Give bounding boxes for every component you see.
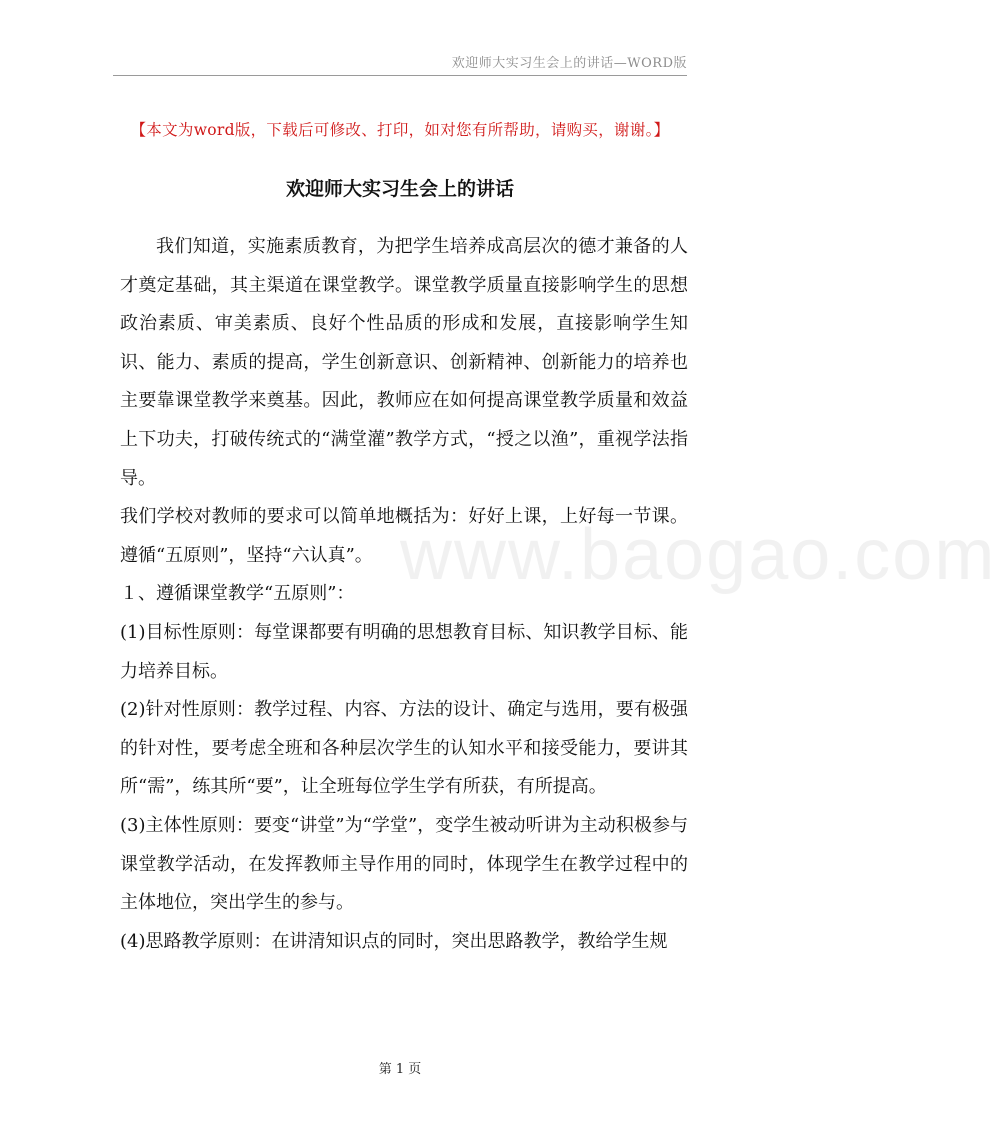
watermark: www.baogao.com [400, 515, 996, 595]
principle-item-2: (2)针对性原则：教学过程、内容、方法的设计、确定与选用，要有极强的针对性，要考虑全班和各种层次学生的认知水平和接受能力，要讲其所“需”，练其所“要”，让全班每位学生学有所获，有所提高。 [120, 699, 688, 798]
section-heading-five-principles: １、遵循课堂教学“五原则”： [120, 583, 355, 605]
body-paragraph-requirements: 我们学校对教师的要求可以简单地概括为：好好上课，上好每一节课。遵循“五原则”，坚持“六认真”。 [120, 506, 688, 566]
principle-item-3: (3)主体性原则：要变“讲堂”为“学堂”，变学生被动听讲为主动积极参与课堂教学活动，在发挥教师主导作用的同时，体现学生在教学过程中的主体地位，突出学生的参与。 [120, 814, 688, 914]
page-number: 第 1 页 [378, 1062, 422, 1077]
download-notice: 【本文为word版，下载后可修改、打印，如对您有所帮助，请购买，谢谢。】 [130, 121, 670, 139]
principle-item-1: (1)目标性原则：每堂课都要有明确的思想教育目标、知识教学目标、能力培养目标。 [120, 621, 688, 682]
principle-item-4: (4)思路教学原则：在讲清知识点的同时，突出思路教学，教给学生规 [120, 930, 668, 952]
running-header: 欢迎师大实习生会上的讲话—WORD版 [451, 56, 687, 71]
document-title: 欢迎师大实习生会上的讲话 [285, 178, 514, 200]
document-body [120, 228, 688, 961]
header-divider [113, 75, 687, 76]
body-paragraph-intro: 我们知道，实施素质教育，为把学生培养成高层次的德才兼备的人才奠定基础，其主渠道在课堂教学。课堂教学质量直接影响学生的思想政治素质、审美素质、良好个性品质的形成和发展，直接影响学生知识、能力、素质的提高，学生创新意识、创新精神、创新能力的培养也主要靠课堂教学来奠基。因此，教师应在如何提高课堂教学质量和效益上下功夫，打破传统式的“满堂灌”教学方式，“授之以渔”，重视学法指导。 [120, 236, 688, 489]
